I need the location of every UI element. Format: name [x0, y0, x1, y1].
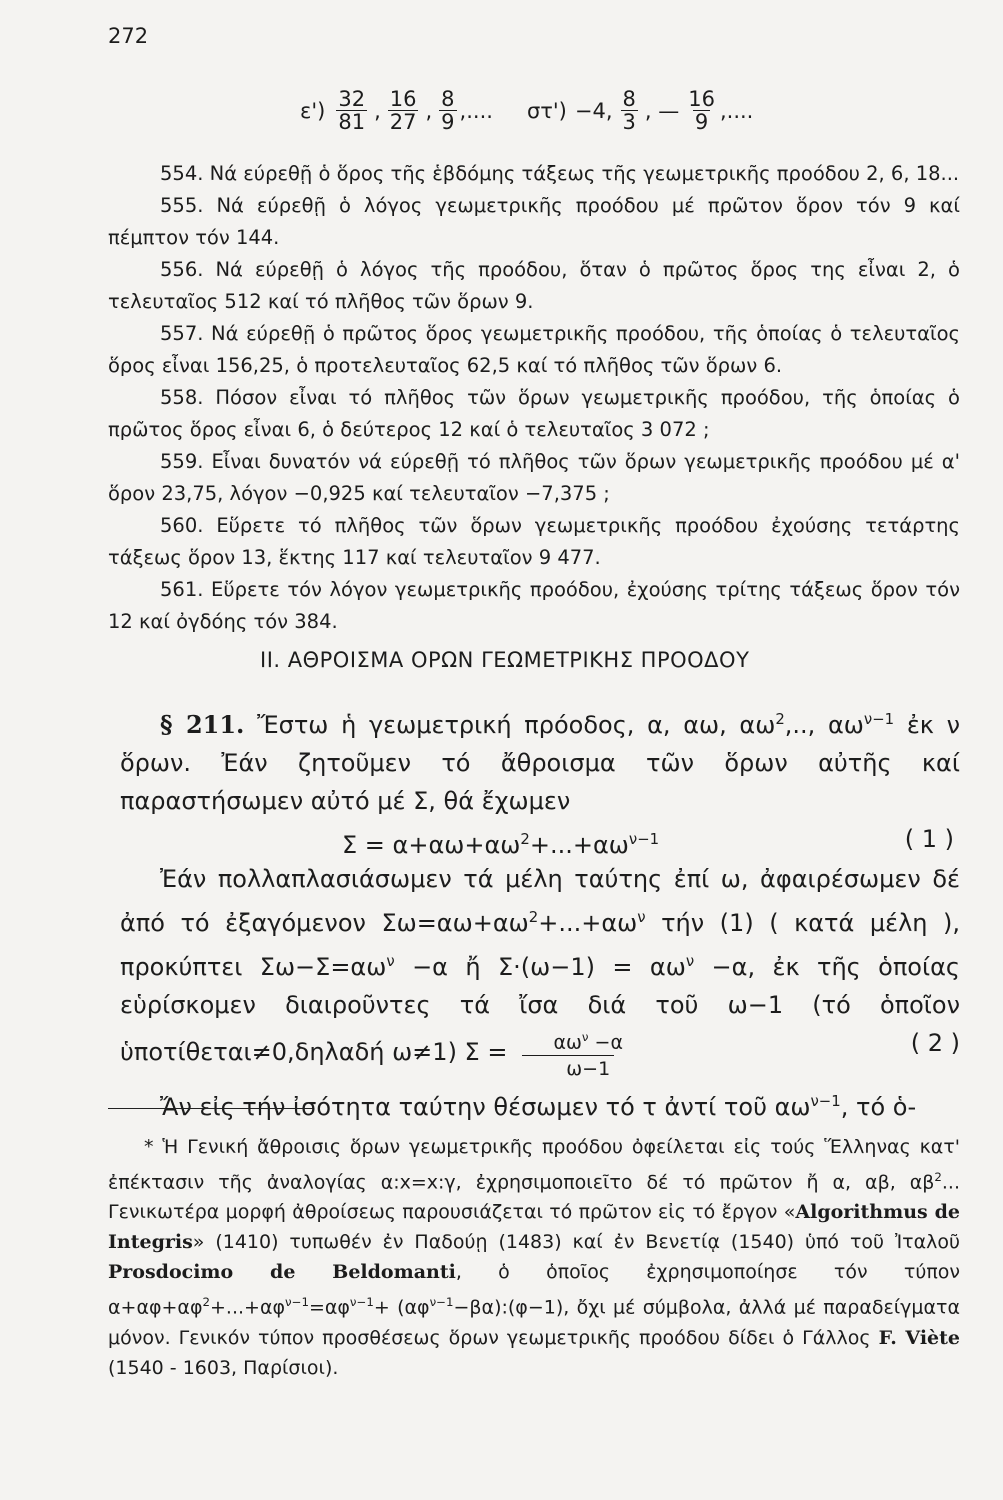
problem-559: 559. Εἶναι δυνατόν νά εύρεθῇ τό πλῆθος τῶν ὅρων γεωμετρικῆς προόδου μέ α' ὅρον 23,75, λόγον −0,925 καί τελευταῖον −7,375 ; [108, 450, 960, 505]
dots: ,.... [719, 98, 754, 123]
label-e: ε') [300, 98, 326, 123]
section-heading: ΙΙ. ΑΘΡΟΙΣΜΑ ΟΡΩΝ ΓΕΩΜΕΤΡΙΚΗΣ ΠΡΟΟΔΟΥ [260, 648, 750, 672]
exercise-e-fractions: ε') $\frac{32}{81}$ , $\frac{16}{27}$ , $\frac{8}{9}$ ,.... στ') −4, $\frac{8}{3}$ , — $\frac{16}{9}$ ,.... [300, 87, 754, 135]
equation-1: $\Sigma = \alpha+\alpha\omega+\alpha\omega^2+...+\alpha\omega^{\nu-1}$ ( 1 ) [120, 820, 960, 860]
problem-556: 556. Νά εύρεθῇ ὁ λόγος τῆς προόδου, ὅταν ὁ πρῶτος ὅρος της εἶναι 2, ὁ τελευταῖος 512 καί τό πλῆθος τῶν ὅρων 9. [108, 258, 960, 313]
fraction: $\frac{16}{27}$ [389, 87, 417, 135]
fraction: $\frac{32}{81}$ [338, 87, 366, 135]
problem-561: 561. Εὕρετε τόν λόγον γεωμετρικῆς προόδου, ἐχούσης τρίτης τάξεως ὅρον τόν 12 καί ὀγδόης τόν 384. [108, 578, 960, 633]
equation-number: ( 2 ) [910, 1029, 960, 1057]
paragraph-3: Ἄν εἰς τήν ἰσότητα ταύτην θέσωμεν τό τ ἀντί τοῦ $\alpha\omega^{\nu-1}$, τό ὁ- [160, 1092, 917, 1122]
label-st: στ') [526, 98, 567, 123]
footnote [108, 1132, 960, 1383]
problem-557: 557. Νά εύρεθῇ ὁ πρῶτος ὅρος γεωμετρικῆς προόδου, τῆς ὁποίας ὁ τελευταῖος ὅρος εἶναι 156,25, ὁ προτελευταῖος 62,5 καί τό πλῆθος τῶν ὅρων 6. [108, 322, 960, 377]
problem-554: 554. Νά εύρεθῇ ὁ ὅρος τῆς ἑβδόμης τάξεως τῆς γεωμετρικῆς προόδου 2, 6, 18... [160, 162, 960, 185]
paragraph-2: Ἐάν πολλαπλασιάσωμεν τά μέλη ταύτης ἐπί ω, ἀφαιρέσωμεν δέ ἀπό τό ἐξαγόμενον $\Sigma\omega=\alpha\omega+\alpha\omega^2+...+\alpha\omega^\nu$ τήν (1) ( κατά μέλη ), προκύπτει $\Sigma\omega-\Sigma=\alpha\omega^\nu -\alpha$ ἤ $\Sigma\cdot(\omega-1) = \alpha\omega^\nu -\alpha$, ἐκ τῆς ὁποίας εὑρίσκομεν διαιροῦντες τά ἴσα διά τοῦ ω−1 (τό ὁποῖον ὑποτίθεται≠0,δηλαδή ω≠1) Σ = $\alpha\omega^\nu -\alpha$ ω−1 ( 2 ) [120, 865, 960, 1081]
problem-list [108, 158, 960, 638]
fraction-sum: $\alpha\omega^\nu -\alpha$ ω−1 [513, 1024, 623, 1082]
st-first: −4, [574, 98, 613, 123]
fraction: $\frac{8}{9}$ [441, 87, 455, 135]
problem-555: 555. Νά εύρεθῇ ὁ λόγος γεωμετρικῆς προόδου μέ πρῶτον ὅρον τόν 9 καί πέμπτον τόν 144. [108, 194, 960, 249]
footnote-text: * Ἡ Γενική ἄθροισις ὅρων γεωμετρικῆς προόδου ὀφείλεται εἰς τούς Ἕλληνας κατ' ἐπέκτασιν τῆς ἀναλογίας α:x=x:γ, ἐχρησιμοποιεῖτο δέ τό πρῶτον ἤ α, αβ, $\alpha\beta^2$... Γενικωτέρα μορφή ἀθροίσεως παρουσιάζεται τό πρῶτον εἰς τό ἔργον «Algorithmus de Integris» (1410) τυπωθέν ἐν Παδούῃ (1483) καί ἐν Βενετίᾳ (1540) ὑπό τοῦ Ἰταλοῦ Prosdocimo de Beldomanti, ὁ ὁποῖος ἐχρησιμοποίησε τόν τύπον $\alpha+\alpha\varphi+\alpha\varphi^2+...+\alpha\varphi^{\nu-1}=\alpha\varphi^{\nu-1}+$ $(\alpha\varphi^{\nu-1}-\beta\alpha):(\varphi-1)$, ὄχι μέ σύμβολα, ἀλλά μέ παραδείγματα μόνον. Γενικόν τύπον προσθέσεως ὅρων γεωμετρικῆς προόδου δίδει ὁ Γάλλος F. Viète (1540 - 1603, Παρίσιοι). [108, 1136, 961, 1379]
problem-558: 558. Πόσον εἶναι τό πλῆθος τῶν ὅρων γεωμετρικῆς προόδου, τῆς ὁποίας ὁ πρῶτος ὅρος εἶναι 6, ὁ δεύτερος 12 καί ὁ τελευταῖος 3 072 ; [108, 386, 960, 441]
fraction: $\frac{16}{9}$ [688, 87, 715, 135]
dots: ,.... [459, 98, 493, 123]
problem-560: 560. Εὕρετε τό πλῆθος τῶν ὅρων γεωμετρικῆς προόδου ἐχούσης τετάρτης τάξεως ὅρον 13, ἕκτης 117 καί τελευταῖον 9 477. [108, 514, 960, 569]
fraction: $\frac{8}{3}$ [622, 87, 636, 135]
equation-number: ( 1 ) [904, 825, 954, 853]
footnote-rule [108, 1108, 313, 1109]
section-body [120, 700, 960, 1126]
paragraph-1: § 211. Ἔστω ἡ γεωμετρική πρόοδος, α, αω, $\alpha\omega^2$,.., $\alpha\omega^{\nu-1}$ ἐκ ν ὅρων. Ἐάν ζητοῦμεν τό ἄθροισμα τῶν ὅρων αὐτῆς καί παραστήσωμεν αὐτό μέ Σ, θά ἔχωμεν [120, 710, 961, 815]
page-number: 272 [108, 24, 149, 48]
